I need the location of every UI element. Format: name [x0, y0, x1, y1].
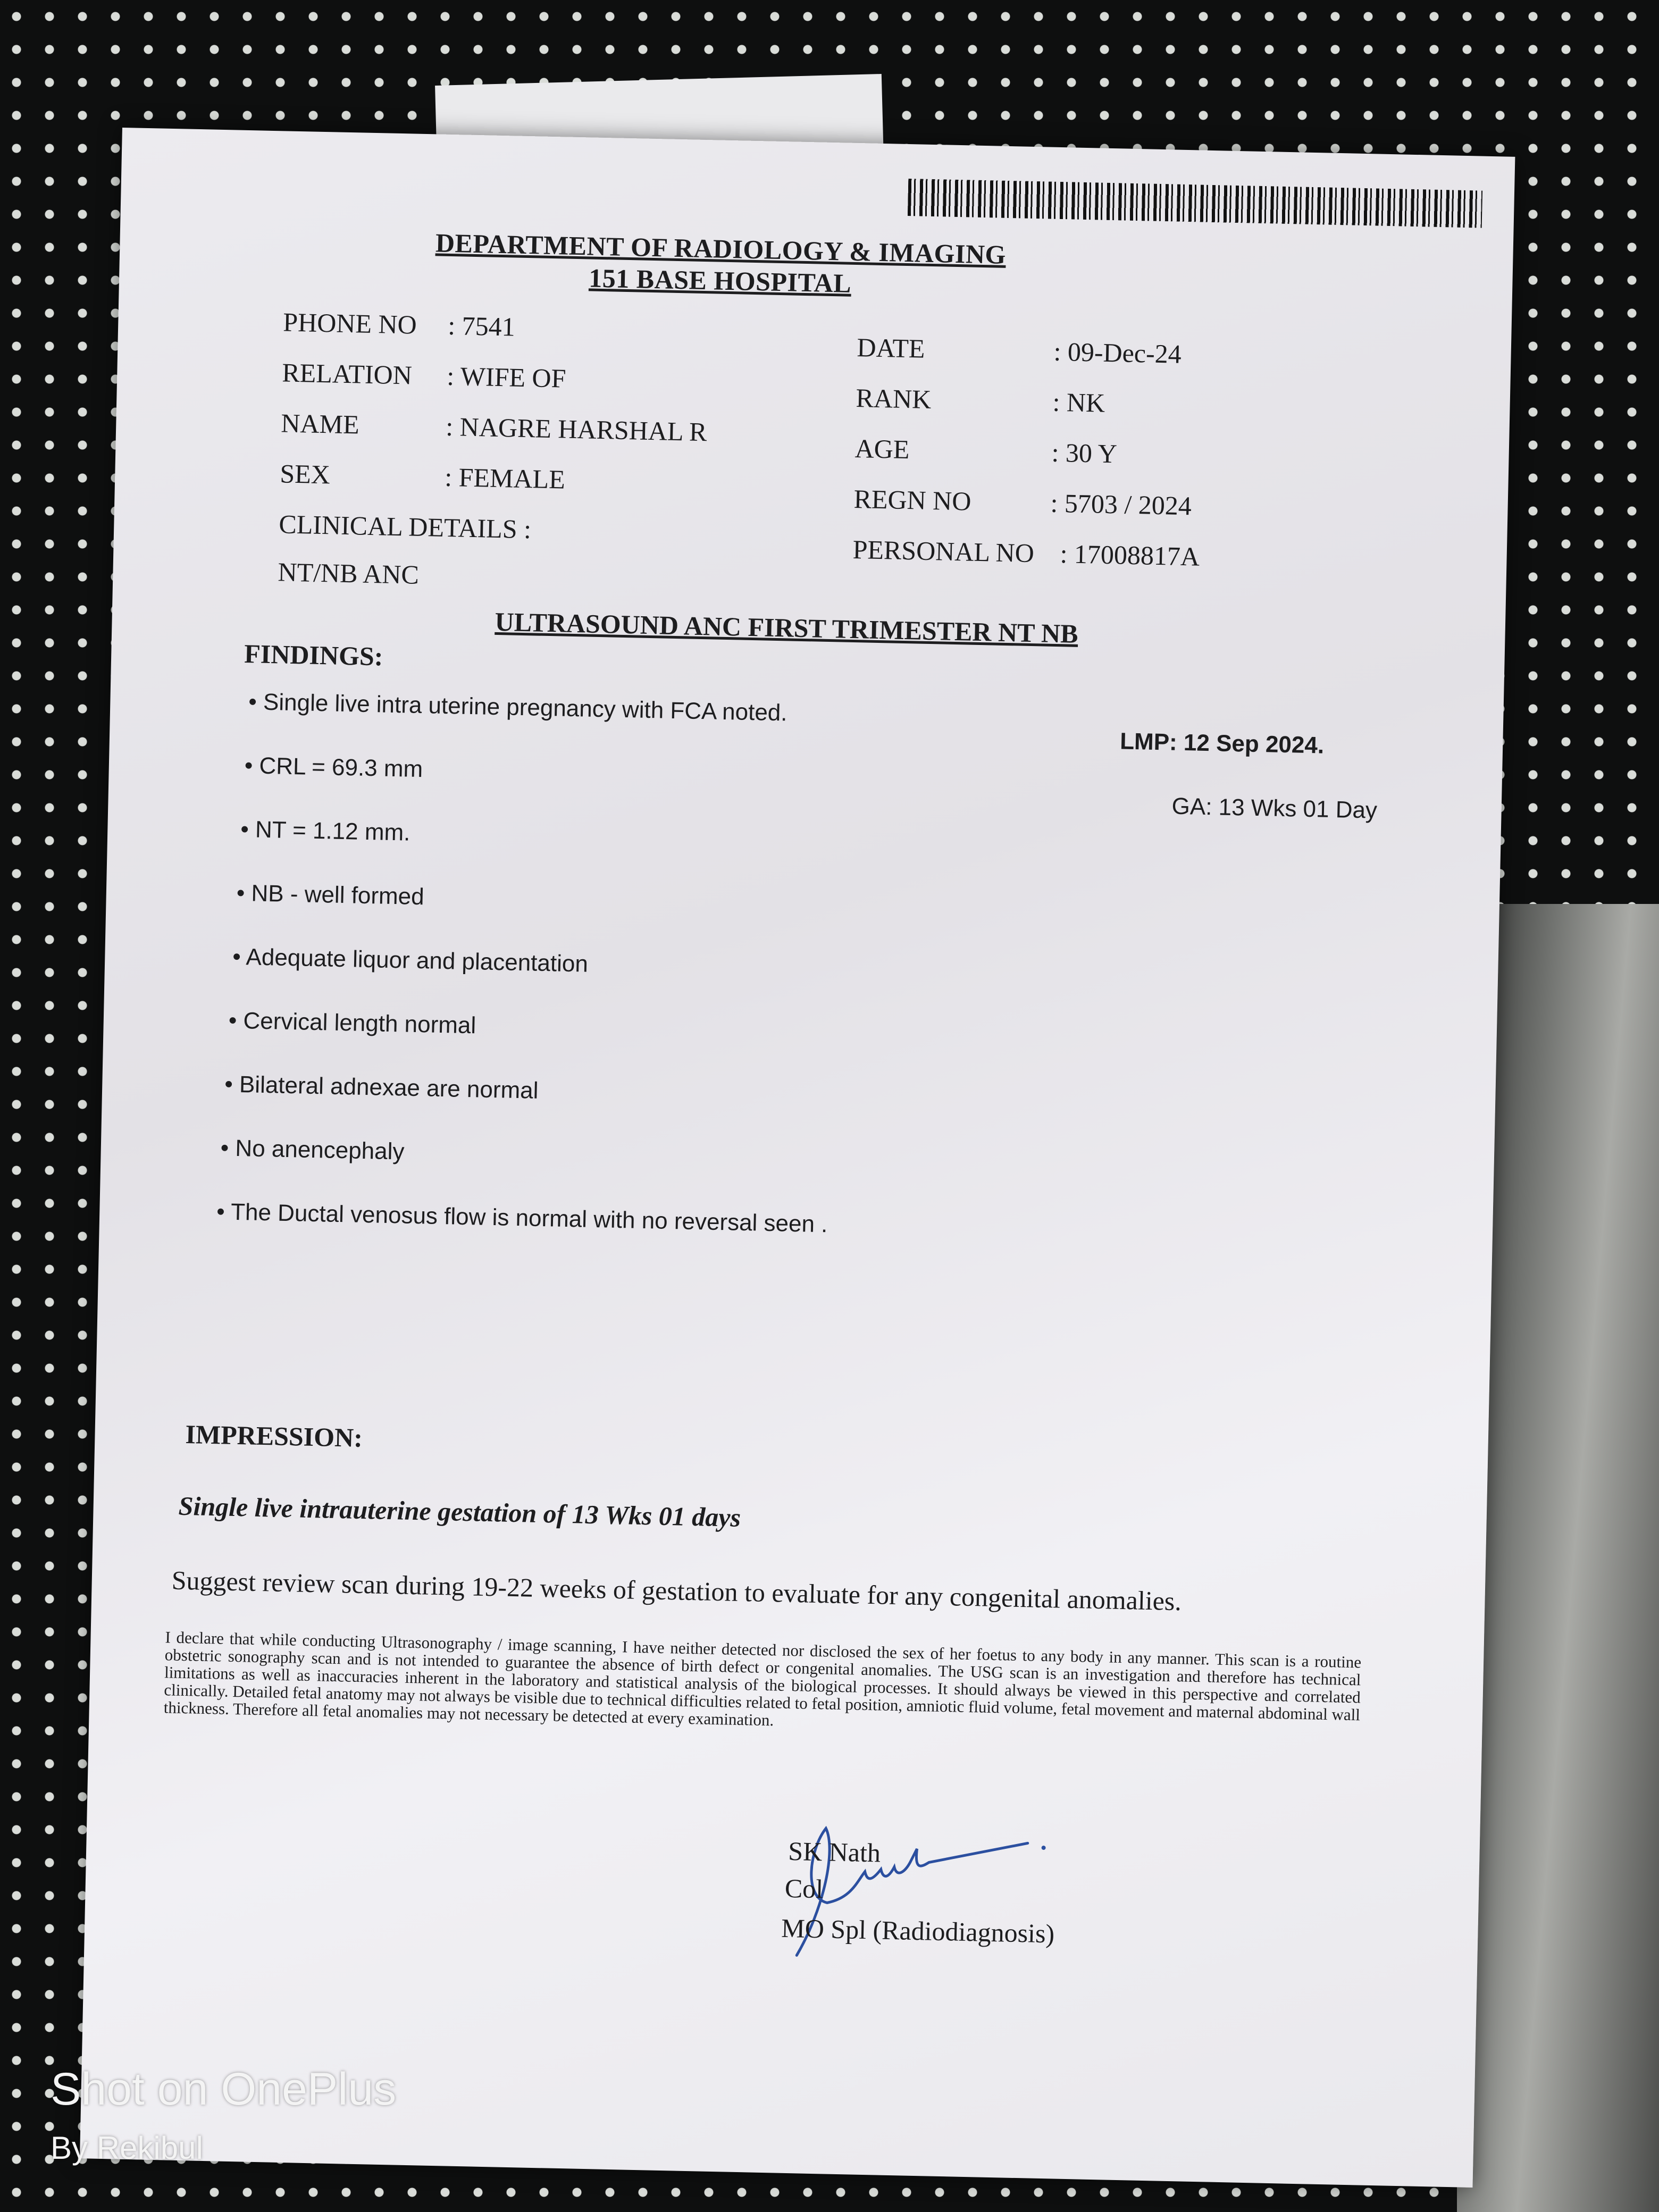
field-name: NAME : NAGRE HARSHAL R [280, 408, 708, 447]
lmp-date: LMP: 12 Sep 2024. [1119, 728, 1325, 759]
finding-item: • The Ductal venosus flow is normal with no reversal seen . [216, 1199, 828, 1238]
finding-item: • NB - well formed [236, 880, 424, 910]
report-title: ULTRASOUND ANC FIRST TRIMESTER NT NB [495, 606, 1079, 649]
field-clinical-details: CLINICAL DETAILS : [278, 509, 532, 544]
hospital-title: 151 BASE HOSPITAL [588, 263, 852, 298]
signatory-name: SK Nath [787, 1836, 881, 1868]
regn-no-value: 5703 / 2024 [1064, 488, 1192, 521]
findings-heading: FINDINGS: [244, 639, 384, 672]
date-value: 09-Dec-24 [1067, 337, 1182, 369]
signatory-designation: MO Spl (Radiodiagnosis) [781, 1913, 1055, 1949]
field-personal-no: PERSONAL NO : 17008817A [852, 534, 1200, 572]
clinical-details-value: NT/NB ANC [277, 557, 420, 590]
personal-no-value: 17008817A [1074, 539, 1200, 572]
signatory-rank: Col [784, 1873, 824, 1904]
camera-watermark: Shot on OnePlus [51, 2064, 397, 2115]
field-phone-no: PHONE NO : 7541 [282, 307, 516, 342]
sex-value: FEMALE [458, 462, 566, 495]
finding-item: • Bilateral adnexae are normal [224, 1071, 539, 1104]
field-sex: SEX : FEMALE [279, 458, 566, 495]
finding-item: • Cervical length normal [228, 1008, 476, 1040]
phone-no-value: 7541 [462, 311, 516, 342]
finding-item: • No anencephaly [220, 1135, 405, 1165]
radiology-report-page [80, 128, 1515, 2188]
photographer-credit: By Rekibul [51, 2130, 203, 2166]
finding-item: • NT = 1.12 mm. [240, 816, 410, 847]
relation-value: WIFE OF [460, 361, 567, 393]
review-suggestion: Suggest review scan during 19-22 weeks of gestation to evaluate for any congenital anomalies. [171, 1565, 1182, 1616]
field-rank: RANK : NK [856, 383, 1105, 418]
impression-heading: IMPRESSION: [185, 1419, 363, 1453]
impression-text: Single live intrauterine gestation of 13 Wks 01 days [178, 1490, 741, 1532]
declaration-text: I declare that while conducting Ultrasonography / image scanning, I have neither detected nor disclosed the sex of her foetus to any body in any manner. This scan is a routine obstetric sonography scan and is not intended to guarantee the absence of birth defect or congenital anomalies. The USG scan is an investigation and therefore has technical limitations as well as inaccuracies inherent in the laboratory and statistical analysis of the biological processes. It should always be viewed in this perspective and correlated clinically. Detailed fetal anatomy may not always be visible due to technical difficulties related to fetal position, amniotic fluid volume, fetal movement and maternal abdominal wall thickness. Therefore all fetal anomalies may not necessary be detected at every examination. [163, 1628, 1362, 1730]
field-relation: RELATION : WIFE OF [281, 357, 567, 393]
finding-item: • Adequate liquor and placentation [232, 944, 589, 978]
gestational-age: GA: 13 Wks 01 Day [1171, 793, 1378, 824]
field-regn-no: REGN NO : 5703 / 2024 [853, 483, 1192, 521]
barcode [908, 179, 1482, 228]
name-value: NAGRE HARSHAL R [459, 412, 708, 447]
field-age: AGE : 30 Y [854, 433, 1118, 469]
age-value: 30 Y [1065, 438, 1118, 469]
rank-value: NK [1066, 387, 1105, 418]
field-date: DATE : 09-Dec-24 [857, 332, 1182, 369]
finding-item: • Single live intra uterine pregnancy with FCA noted. [248, 689, 787, 726]
finding-item: • CRL = 69.3 mm [244, 752, 423, 783]
department-title: DEPARTMENT OF RADIOLOGY & IMAGING [435, 228, 1007, 270]
